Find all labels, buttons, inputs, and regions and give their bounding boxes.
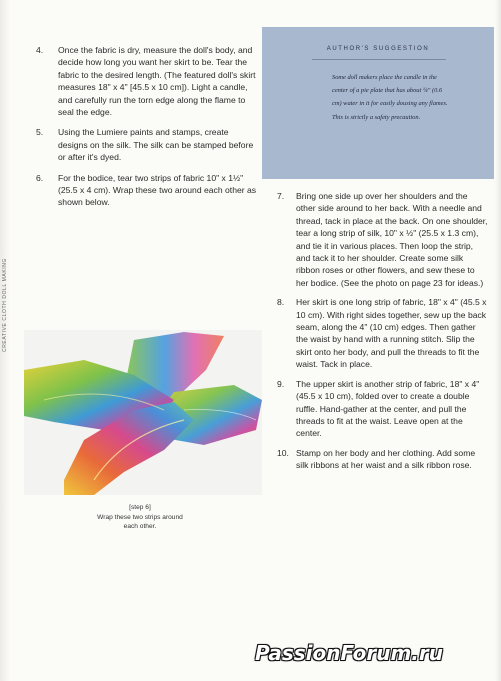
step-item — [277, 296, 489, 370]
step-text: The upper skirt is another strip of fabric, 18" x 4" (45.5 x 10 cm), folded over to create a double ruffle. Hand-gather at the center, and pull the threads to fit at the waist. Leave open at the center. — [296, 378, 480, 439]
step-number: 8. — [277, 297, 285, 308]
left-steps-list — [36, 44, 258, 217]
caption-text: Wrap these two strips around each other. — [97, 513, 183, 531]
step-number: 10. — [277, 447, 289, 458]
step-item — [36, 126, 258, 163]
step-item — [36, 44, 258, 118]
step-text: Bring one side up over her shoulders and the other side around to her back. With a needle and thread, tack in place at the back. On one shoulder, tear a long strip of silk, 10" x ½" (25.5 x 1.3 cm), and tie it in various places. Then loop the strip, and tack it to her shoulder. Create some silk ribbon roses or other flowers, and sew these to her bodice. (See the photo on page 23 for ideas.) — [296, 191, 488, 288]
step-item — [277, 190, 489, 289]
suggestion-body: Some doll makers place the candle in the center of a pie plate that has about ¼" (0.6 cm) water in it for easily dousing any flames. This is strictly a safety precaution. — [332, 74, 448, 121]
step-item — [36, 172, 258, 209]
step-text: Her skirt is one long strip of fabric, 18" x 4" (45.5 x 10 cm). With right sides together, sew up the back seam, along the 4" (10 cm) edges. Then gather the waist by hand with a running stitch. Slip the skirt onto her body, and pull the threads to fit the waist. Tack in place. — [296, 297, 487, 370]
step-item — [277, 378, 489, 440]
suggestion-divider — [312, 59, 446, 60]
step-text: Using the Lumiere paints and stamps, create designs on the silk. The silk can be stamped before or after it's dyed. — [58, 127, 254, 163]
caption-label: [step 6] — [129, 504, 151, 511]
silk-strips-photo — [24, 330, 262, 495]
step-number: 9. — [277, 378, 285, 389]
site-watermark: PassionForum.ru — [255, 641, 444, 665]
author-suggestion-box — [262, 27, 494, 179]
step-text: Stamp on her body and her clothing. Add some silk ribbons at her waist and a silk ribbon rose. — [296, 447, 476, 471]
step-number: 5. — [36, 127, 44, 138]
suggestion-title: AUTHOR'S SUGGESTION — [326, 46, 430, 52]
running-head: CREATIVE CLOTH DOLL MAKING — [2, 258, 8, 352]
step-text: For the bodice, tear two strips of fabric 10" x 1½" (25.5 x 4 cm). Wrap these two around each other as shown below. — [58, 172, 257, 208]
right-steps-list — [277, 190, 489, 479]
photo-caption — [90, 503, 190, 532]
silk-strips-illustration — [24, 330, 262, 495]
step-number: 7. — [277, 191, 285, 201]
step-text: Once the fabric is dry, measure the doll's body, and decide how long you want her skirt to be. Tear the fabric to the desired length. (The featured doll's skirt measures 18" x 4" [45.5 x 10 cm]). Light a candle, and carefully run the torn edge along the flame to seal the edge. — [58, 45, 256, 118]
step-number: 6. — [36, 172, 44, 183]
step-item — [277, 447, 489, 472]
step-number: 4. — [36, 45, 44, 55]
